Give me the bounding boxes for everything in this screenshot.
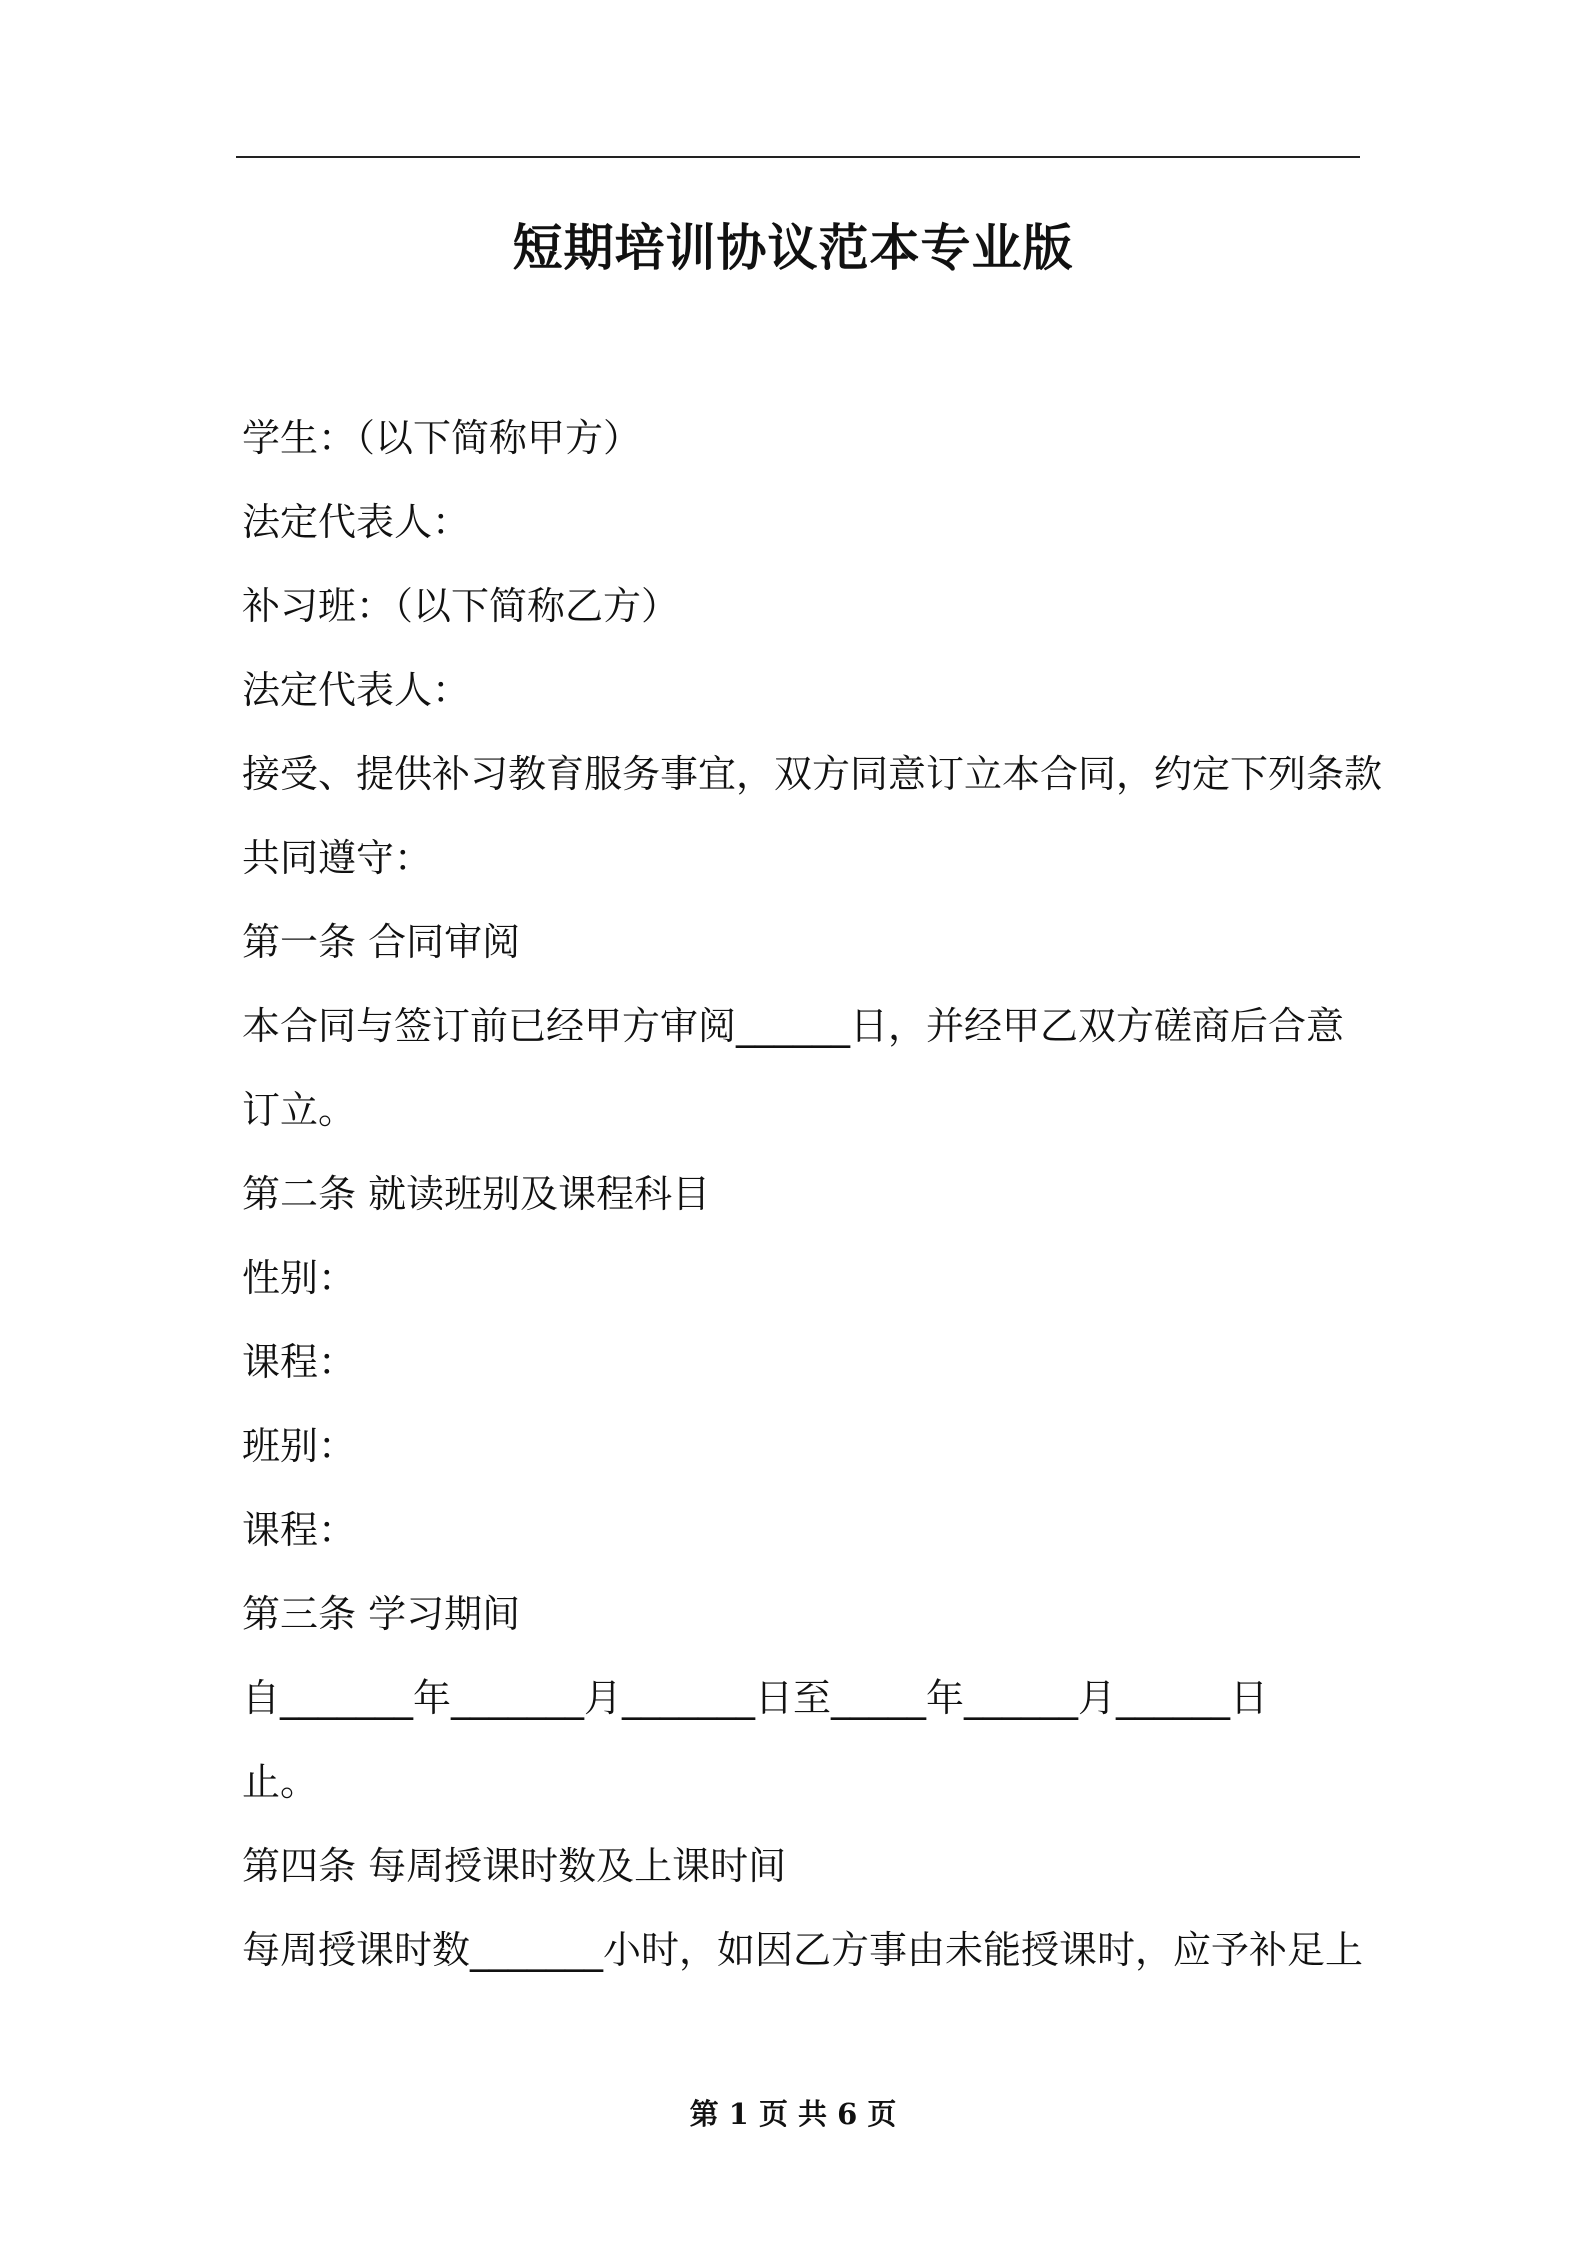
form-field-line: 课程： [242,1340,357,1384]
document-body [242,396,1383,1992]
form-field-line: 班别： [242,1424,357,1468]
party-b-representative-line: 法定代表人： [242,668,471,712]
article-text-line: 每周授课时数_______小时，如因乙方事由未能授课时，应予补足上 [242,1928,1364,1972]
party-a-representative-line: 法定代表人： [242,500,471,544]
form-field-line: 课程： [242,1508,357,1552]
article-heading: 第三条 学习期间 [242,1592,521,1636]
document-title: 短期培训协议范本专业版 [512,219,1074,277]
article-text-line: 自_______年_______月_______日至_____年______月______日 [242,1676,1269,1720]
party-a-line: 学生：（以下简称甲方） [242,416,642,460]
article-heading: 第四条 每周授课时数及上课时间 [242,1844,787,1888]
article-text-line: 止。 [242,1760,319,1804]
form-field-line: 性别： [242,1256,357,1300]
article-text-line: 本合同与签订前已经甲方审阅______日，并经甲乙双方磋商后合意 [242,1004,1345,1048]
article-heading: 第一条 合同审阅 [242,920,521,964]
article-text-line: 订立。 [242,1088,357,1132]
page-number: 第 1 页 共 6 页 [689,2097,897,2131]
preamble-line: 接受、提供补习教育服务事宜，双方同意订立本合同，约定下列条款 [242,752,1383,796]
header-rule [236,156,1360,158]
party-b-line: 补习班：（以下简称乙方） [242,584,680,628]
article-heading: 第二条 就读班别及课程科目 [242,1172,711,1216]
preamble-line: 共同遵守： [242,836,433,880]
